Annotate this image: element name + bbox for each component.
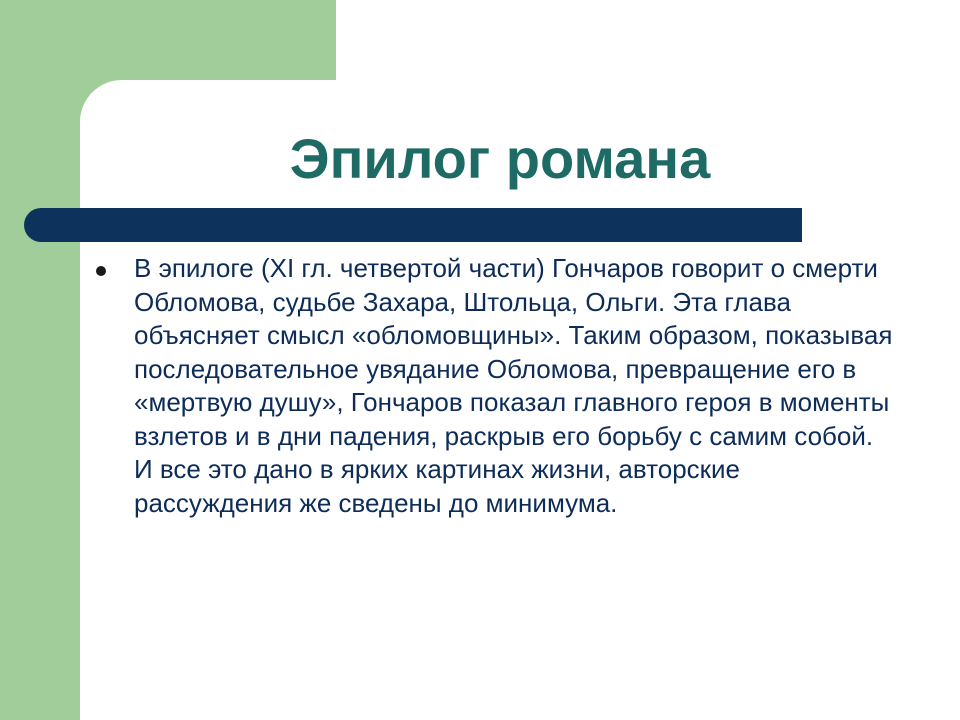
bullet-text: В эпилоге (XI гл. четвертой части) Гончаров говорит о смерти Обломова, судьбе Захара, Штольца, Ольги. Эта глава объясняет смысл «обломовщины». Таким образом, показывая последовательное увядание Обломова, превращение его в «мертвую душу», Гончаров показал главного героя в моменты взлетов и в дни падения, раскрыв его борьбу с самим собой. И все это дано в ярких картинах жизни, авторские рассуждения же сведены до минимума. xyxy=(134,253,893,518)
bullet-list xyxy=(96,252,896,520)
slide-title: Эпилог романа xyxy=(289,127,711,190)
list-item xyxy=(96,252,896,520)
bullet-dot-icon xyxy=(96,266,106,276)
title-underline-bar xyxy=(24,208,802,242)
